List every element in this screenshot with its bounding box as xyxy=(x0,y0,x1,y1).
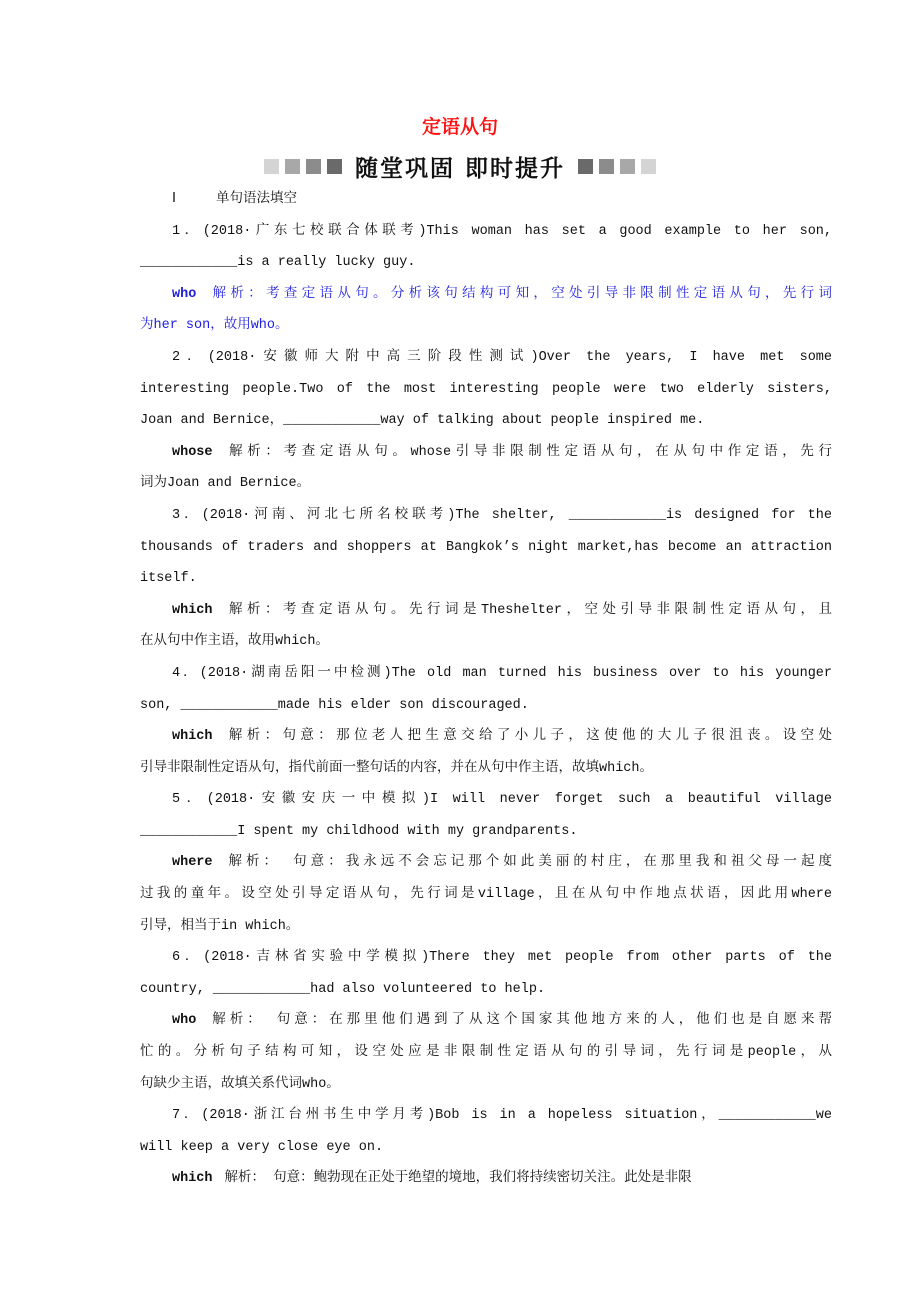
explanation-text: 为her son，故用who。 xyxy=(140,318,289,334)
banner-square xyxy=(641,159,656,174)
question-line: thousands of traders and shoppers at Bangkok’s night market,has become an attraction xyxy=(140,539,832,555)
section-banner xyxy=(0,150,920,183)
explanation-text: 在从句中作主语，故用which。 xyxy=(140,634,330,650)
explanation-text: 引导，相当于in which。 xyxy=(140,918,300,934)
question-line: Joan and Bernice，____________way of talking about people inspired me. xyxy=(140,413,705,429)
answer-word: which xyxy=(172,1171,213,1187)
explanation-text: 句缺少主语，故填关系代词who。 xyxy=(140,1076,340,1092)
explanation-text: 解析：考查定语从句。先行词是Theshelter，空处引导非限制性定语从句，且 xyxy=(224,602,832,618)
question-line: 4．(2018·湖南岳阳一中检测)The old man turned his business over to his younger xyxy=(172,665,832,681)
question-line: 2．(2018·安徽师大附中高三阶段性测试)Over the years, I have met some xyxy=(172,349,832,365)
section-label: 单句语法填空 xyxy=(215,192,297,207)
question-line: son, ____________made his elder son discouraged. xyxy=(140,697,529,713)
answer-line xyxy=(140,1037,832,1069)
explanation-text: 解析： 句意：我永远不会忘记那个如此美丽的村庄，在那里我和祖父母一起度 xyxy=(224,855,832,871)
banner-heading: 随堂巩固 即时提升 xyxy=(354,156,565,182)
answer-word: whose xyxy=(172,444,213,460)
question-line: will keep a very close eye on. xyxy=(140,1139,384,1155)
answer-line xyxy=(140,279,832,311)
question-line: 3．(2018·河南、河北七所名校联考)The shelter, ____________is designed for the xyxy=(172,507,832,523)
banner-square xyxy=(264,159,279,174)
answer-word: which xyxy=(172,602,213,618)
answer-word: where xyxy=(172,855,213,871)
section-number: Ⅰ xyxy=(172,192,176,207)
answer-line xyxy=(140,1163,832,1195)
answer-line xyxy=(140,753,832,785)
question-line: ____________I spent my childhood with my grandparents. xyxy=(140,823,578,839)
banner-square xyxy=(578,159,593,174)
question-line: interesting people.Two of the most interesting people were two elderly sisters, xyxy=(140,381,832,397)
question-line: ____________is a really lucky guy. xyxy=(140,255,416,271)
question-line: 5．(2018·安徽安庆一中模拟)I will never forget such a beautiful village xyxy=(172,792,832,808)
answer-word: who xyxy=(172,1013,197,1029)
answer-line xyxy=(140,1069,832,1101)
banner-square xyxy=(620,159,635,174)
answer-line xyxy=(140,879,832,911)
explanation-text: 解析：考查定语从句。分析该句结构可知，空处引导非限制性定语从句，先行词 xyxy=(208,286,832,302)
question-line: itself. xyxy=(140,571,197,587)
explanation-text: 解析： 句意：鲍勃现在正处于绝望的境地，我们将持续密切关注。此处是非限 xyxy=(224,1171,692,1187)
explanation-text: 词为Joan and Bernice。 xyxy=(140,476,311,492)
answer-line xyxy=(140,437,832,469)
explanation-text: 解析： 句意：在那里他们遇到了从这个国家其他地方来的人，他们也是自愿来帮 xyxy=(208,1013,832,1029)
explanation-text: 解析：句意：那位老人把生意交给了小儿子，这使他的大儿子很沮丧。设空处 xyxy=(224,729,832,745)
answer-line xyxy=(140,468,832,500)
answer-line xyxy=(140,310,832,342)
answer-line xyxy=(140,721,832,753)
question-line: country, ____________had also volunteered to help. xyxy=(140,981,546,997)
explanation-text: 忙的。分析句子结构可知，设空处应是非限制性定语从句的引导词，先行词是people，从 xyxy=(140,1045,832,1061)
banner-square xyxy=(285,159,300,174)
section-heading xyxy=(140,184,832,216)
answer-line xyxy=(140,1005,832,1037)
explanation-text: 过我的童年。设空处引导定语从句，先行词是village，且在从句中作地点状语，因此用where xyxy=(140,887,832,903)
exercise-content xyxy=(140,184,832,1195)
answer-word: which xyxy=(172,729,213,745)
banner-square xyxy=(327,159,342,174)
answer-line xyxy=(140,847,832,879)
answer-line xyxy=(140,911,832,943)
banner-square xyxy=(599,159,614,174)
question-line: 1．(2018·广东七校联合体联考)This woman has set a good example to her son, xyxy=(172,223,832,239)
banner-square xyxy=(306,159,321,174)
explanation-text: 解析：考查定语从句。whose引导非限制性定语从句，在从句中作定语，先行 xyxy=(224,444,832,460)
question-line: 7．(2018·浙江台州书生中学月考)Bob is in a hopeless situation，____________we xyxy=(172,1108,832,1124)
answer-line xyxy=(140,626,832,658)
answer-word: who xyxy=(172,286,197,302)
explanation-text: 引导非限制性定语从句，指代前面一整句话的内容，并在从句中作主语，故填which。 xyxy=(140,760,654,776)
answer-line xyxy=(140,595,832,627)
question-line: 6．(2018·吉林省实验中学模拟)There they met people from other parts of the xyxy=(172,950,832,966)
document-title: 定语从句 xyxy=(421,116,498,138)
